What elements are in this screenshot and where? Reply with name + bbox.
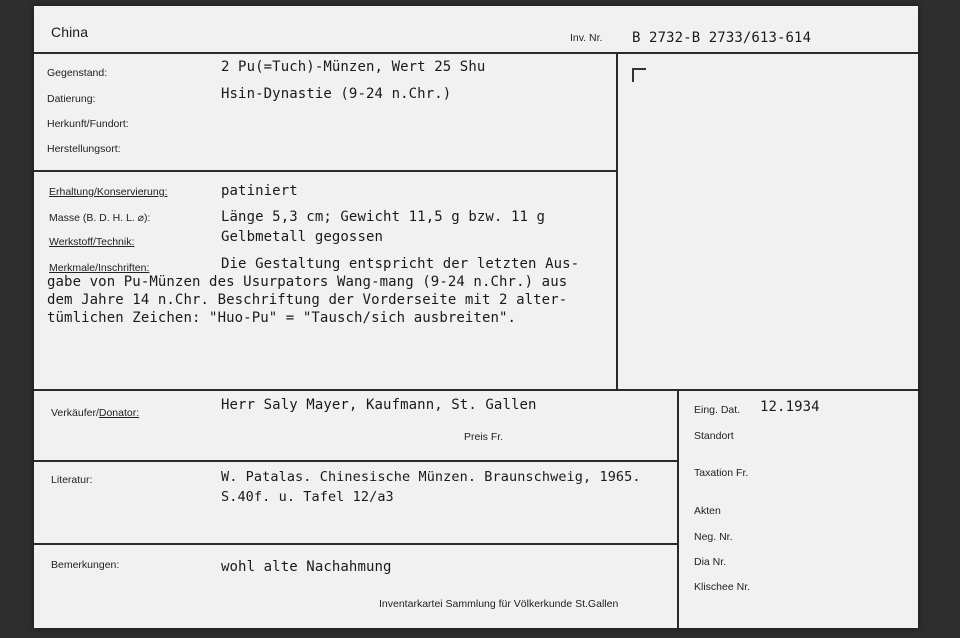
divider-full-2 xyxy=(34,389,918,391)
gegenstand-label: Gegenstand: xyxy=(47,67,108,79)
verkaeufer-label xyxy=(51,407,139,419)
verkaeufer-label-a: Verkäufer/ xyxy=(51,407,99,419)
datierung-label: Datierung: xyxy=(47,93,96,105)
inv-nr-value: B 2732-B 2733/613-614 xyxy=(632,30,812,46)
neg-nr-label: Neg. Nr. xyxy=(694,531,733,543)
werkstoff-label: Werkstoff/Technik: xyxy=(49,236,135,248)
inventory-card xyxy=(34,6,918,628)
divider-main-vertical xyxy=(616,52,618,390)
corner-mark xyxy=(632,68,646,82)
masse-value: Länge 5,3 cm; Gewicht 11,5 g bzw. 11 g xyxy=(221,209,546,225)
literatur-label: Literatur: xyxy=(51,474,93,486)
masse-label: Masse (B. D. H. L. ⌀): xyxy=(49,212,151,224)
merkmale-label: Merkmale/Inschriften: xyxy=(49,262,150,274)
dia-nr-label: Dia Nr. xyxy=(694,556,727,568)
taxation-label: Taxation Fr. xyxy=(694,467,749,479)
akten-label: Akten xyxy=(694,505,721,517)
gegenstand-value: 2 Pu(=Tuch)-Münzen, Wert 25 Shu xyxy=(221,59,486,75)
merkmale-line-1: Die Gestaltung entspricht der letzten Aus- xyxy=(221,256,580,272)
footer-text: Inventarkartei Sammlung für Völkerkunde St.Gallen xyxy=(379,598,619,610)
merkmale-line-2: gabe von Pu-Münzen des Usurpators Wang-mang (9-24 n.Chr.) aus xyxy=(47,274,568,290)
merkmale-line-4: tümlichen Zeichen: "Huo-Pu" = "Tausch/sich ausbreiten". xyxy=(47,310,517,326)
erhaltung-value: patiniert xyxy=(221,183,298,199)
eing-dat-value: 12.1934 xyxy=(760,399,820,415)
bemerkungen-value: wohl alte Nachahmung xyxy=(221,559,392,575)
divider-left-1 xyxy=(34,170,616,172)
divider-side-vertical xyxy=(677,389,679,628)
literatur-line-1: W. Patalas. Chinesische Münzen. Braunschweig, 1965. xyxy=(221,469,641,485)
divider-left-3 xyxy=(34,460,677,462)
merkmale-line-3: dem Jahre 14 n.Chr. Beschriftung der Vorderseite mit 2 alter- xyxy=(47,292,568,308)
herkunft-label: Herkunft/Fundort: xyxy=(47,118,129,130)
eing-dat-label: Eing. Dat. xyxy=(694,404,741,416)
herstellungsort-label: Herstellungsort: xyxy=(47,143,121,155)
klischee-nr-label: Klischee Nr. xyxy=(694,581,751,593)
donator-label: Donator: xyxy=(98,407,140,419)
preis-label: Preis Fr. xyxy=(464,431,504,443)
divider-left-4 xyxy=(34,543,677,545)
country-heading: China xyxy=(51,24,89,40)
literatur-line-2: S.40f. u. Tafel 12/a3 xyxy=(221,489,394,505)
bemerkungen-label: Bemerkungen: xyxy=(51,559,120,571)
erhaltung-label: Erhaltung/Konservierung: xyxy=(49,186,168,198)
divider-top xyxy=(34,52,918,54)
werkstoff-value: Gelbmetall gegossen xyxy=(221,229,384,245)
merkmale-text xyxy=(47,255,579,327)
verkaeufer-value: Herr Saly Mayer, Kaufmann, St. Gallen xyxy=(221,397,537,413)
datierung-value: Hsin-Dynastie (9-24 n.Chr.) xyxy=(221,86,452,102)
standort-label: Standort xyxy=(694,430,734,442)
inv-nr-label: Inv. Nr. xyxy=(570,32,603,44)
